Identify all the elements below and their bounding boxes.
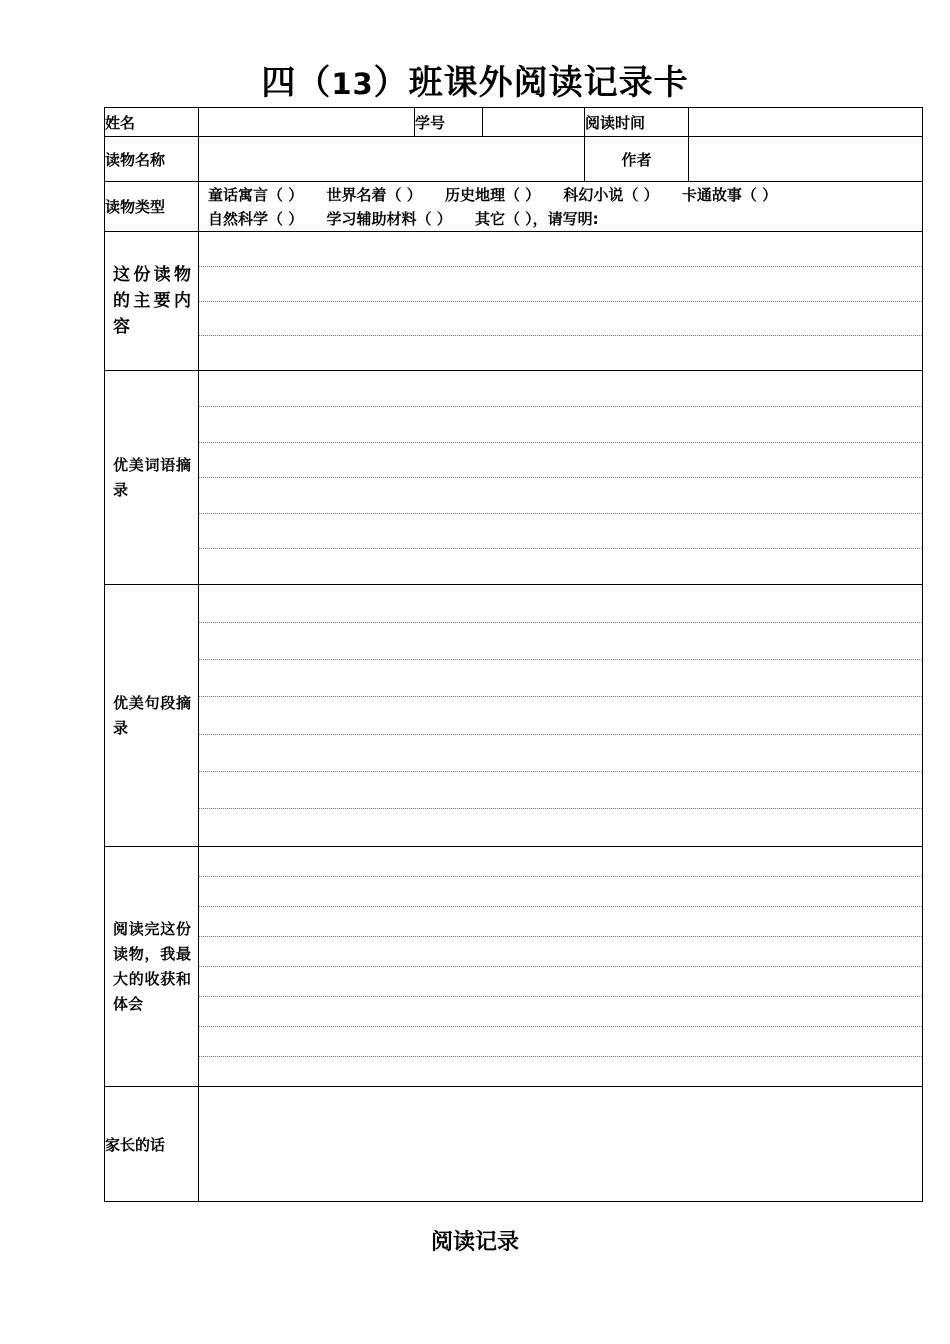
parent-label: 家长的话 bbox=[105, 1087, 199, 1202]
book-type-row-1 bbox=[208, 183, 922, 207]
reading-record-table bbox=[104, 107, 923, 1202]
row-main-content bbox=[105, 232, 923, 371]
name-label: 姓名 bbox=[105, 108, 199, 137]
name-field[interactable] bbox=[199, 108, 415, 137]
student-no-field[interactable] bbox=[483, 108, 585, 137]
type-option-study-aids[interactable]: 学习辅助材料（ ） bbox=[326, 209, 452, 228]
type-option-history-geography[interactable]: 历史地理（ ） bbox=[444, 185, 541, 204]
row-basic-info bbox=[105, 108, 923, 137]
row-words bbox=[105, 371, 923, 585]
title-suffix: ）班课外阅读记录卡 bbox=[373, 63, 689, 103]
page-title bbox=[0, 55, 950, 104]
class-number: 13 bbox=[331, 67, 374, 101]
row-sentences bbox=[105, 585, 923, 847]
type-option-fairy-tale[interactable]: 童话寓言（ ） bbox=[208, 185, 304, 204]
main-content-field[interactable] bbox=[199, 232, 923, 371]
type-option-natural-science[interactable]: 自然科学（ ） bbox=[208, 209, 304, 228]
title-prefix: 四（ bbox=[261, 63, 332, 103]
read-time-field[interactable] bbox=[689, 108, 923, 137]
gains-label: 阅读完这份读物，我最大的收获和体会 bbox=[113, 919, 191, 1013]
book-type-options bbox=[199, 182, 923, 232]
parent-field[interactable] bbox=[199, 1087, 923, 1202]
book-name-label: 读物名称 bbox=[105, 137, 199, 182]
row-parent bbox=[105, 1087, 923, 1202]
read-time-label: 阅读时间 bbox=[585, 108, 689, 137]
type-option-sci-fi[interactable]: 科幻小说（ ） bbox=[563, 185, 659, 204]
author-label: 作者 bbox=[585, 137, 689, 182]
words-field[interactable] bbox=[199, 371, 923, 585]
main-content-label-cell bbox=[105, 232, 199, 371]
words-label: 优美词语摘录 bbox=[113, 455, 191, 499]
row-book-type bbox=[105, 182, 923, 232]
sentences-label: 优美句段摘录 bbox=[113, 693, 191, 737]
main-content-label: 这份读物的主要内容 bbox=[113, 265, 191, 337]
sentences-field[interactable] bbox=[199, 585, 923, 847]
gains-label-cell bbox=[105, 847, 199, 1087]
type-option-other[interactable]: 其它（ ），请写明: bbox=[474, 209, 599, 228]
type-option-world-classics[interactable]: 世界名着（ ） bbox=[326, 185, 422, 204]
row-gains bbox=[105, 847, 923, 1087]
gains-field[interactable] bbox=[199, 847, 923, 1087]
type-option-cartoon[interactable]: 卡通故事（ ） bbox=[681, 185, 778, 204]
sentences-label-cell bbox=[105, 585, 199, 847]
footer-title: 阅读记录 bbox=[430, 1230, 519, 1255]
book-type-label: 读物类型 bbox=[105, 182, 199, 232]
author-field[interactable] bbox=[689, 137, 923, 182]
book-name-field[interactable] bbox=[199, 137, 585, 182]
row-book bbox=[105, 137, 923, 182]
words-label-cell bbox=[105, 371, 199, 585]
book-type-row-2 bbox=[208, 207, 922, 231]
student-no-label: 学号 bbox=[415, 108, 483, 137]
